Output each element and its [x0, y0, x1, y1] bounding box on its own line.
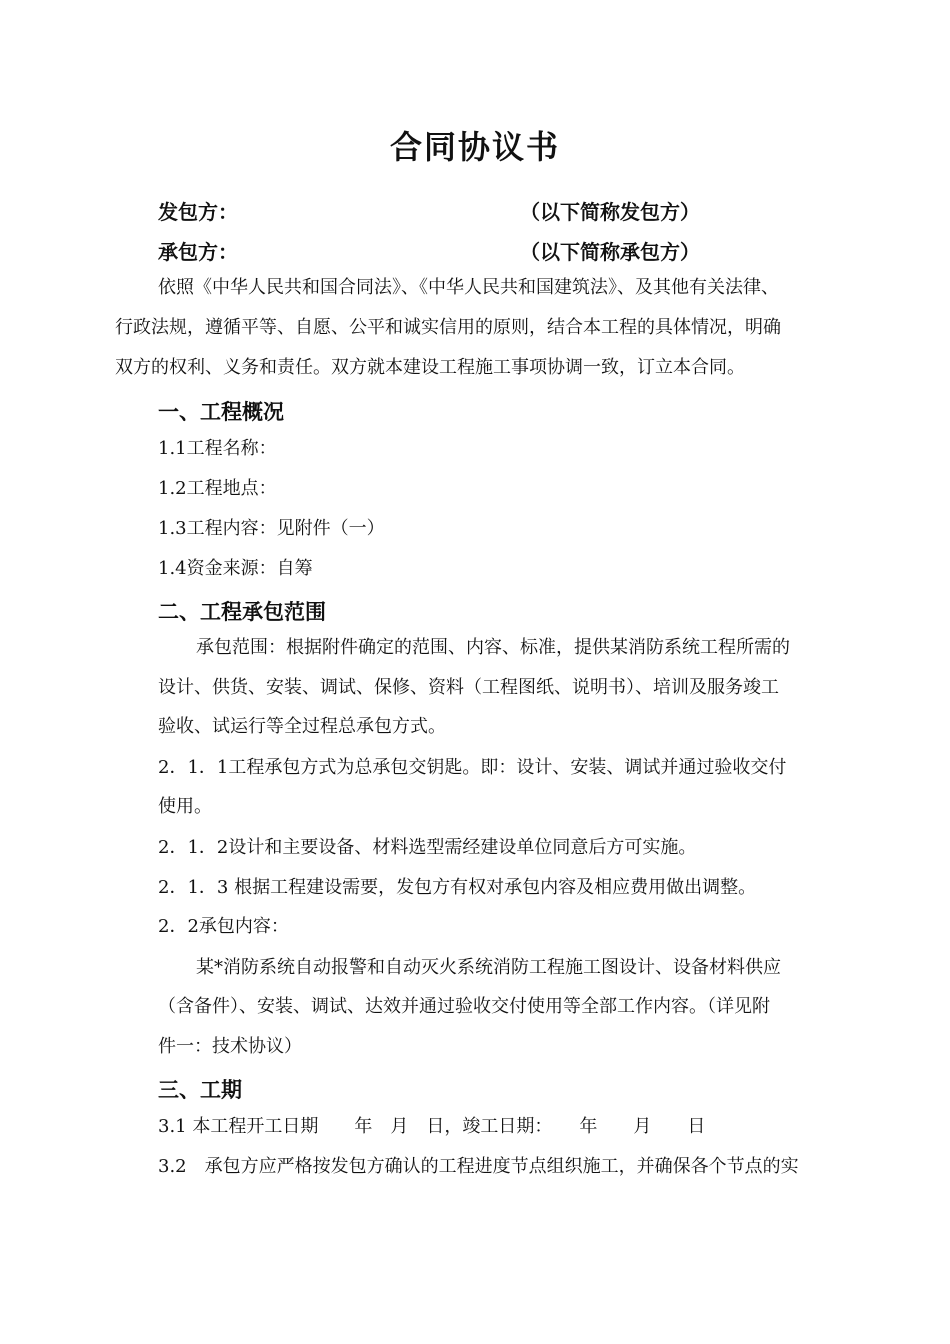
list-item: 1.3工程内容：见附件（一）	[158, 518, 385, 539]
list-item: 1.1工程名称：	[158, 438, 277, 459]
list-item: 3.1 本工程开工日期 年 月 日，竣工日期： 年 月 日	[158, 1116, 706, 1137]
paragraph-line: （含备件）、安装、调试、达效并通过验收交付使用等全部工作内容。（详见附	[158, 996, 770, 1017]
contractor-label: 承包方：	[158, 240, 238, 264]
paragraph-line: 承包范围：根据附件确定的范围、内容、标准，提供某消防系统工程所需的	[196, 637, 790, 658]
employer-label: 发包方：	[158, 200, 238, 224]
paragraph-line: 验收、试运行等全过程总承包方式。	[158, 716, 446, 737]
list-item: 2．1．1工程承包方式为总承包交钥匙。即：设计、安装、调试并通过验收交付	[158, 757, 787, 778]
intro-line: 依照《中华人民共和国合同法》、《中华人民共和国建筑法》、及其他有关法律、	[158, 277, 779, 298]
employer-note: （以下简称发包方）	[520, 200, 700, 224]
paragraph-line: 某*消防系统自动报警和自动灭火系统消防工程施工图设计、设备材料供应	[196, 957, 781, 978]
intro-line: 双方的权利、义务和责任。双方就本建设工程施工事项协调一致，订立本合同。	[115, 357, 745, 378]
list-item: 1.2工程地点：	[158, 478, 277, 499]
list-item: 3.2 承包方应严格按发包方确认的工程进度节点组织施工，并确保各个节点的实	[158, 1156, 799, 1177]
document-title: 合同协议书	[389, 128, 560, 166]
section-heading: 三、工期	[158, 1078, 242, 1102]
list-item: 2．1．3 根据工程建设需要，发包方有权对承包内容及相应费用做出调整。	[158, 877, 757, 898]
contractor-note: （以下简称承包方）	[520, 240, 700, 264]
list-item: 1.4资金来源：自筹	[158, 558, 313, 579]
section-heading: 二、工程承包范围	[158, 600, 326, 624]
list-item: 使用。	[158, 796, 212, 817]
intro-line: 行政法规，遵循平等、自愿、公平和诚实信用的原则，结合本工程的具体情况，明确	[115, 317, 781, 338]
list-item: 2．1．2设计和主要设备、材料选型需经建设单位同意后方可实施。	[158, 837, 697, 858]
list-item: 2．2承包内容：	[158, 916, 289, 937]
section-heading: 一、工程概况	[158, 400, 284, 424]
paragraph-line: 件一：技术协议）	[158, 1036, 302, 1057]
paragraph-line: 设计、供货、安装、调试、保修、资料（工程图纸、说明书）、培训及服务竣工	[158, 677, 779, 698]
